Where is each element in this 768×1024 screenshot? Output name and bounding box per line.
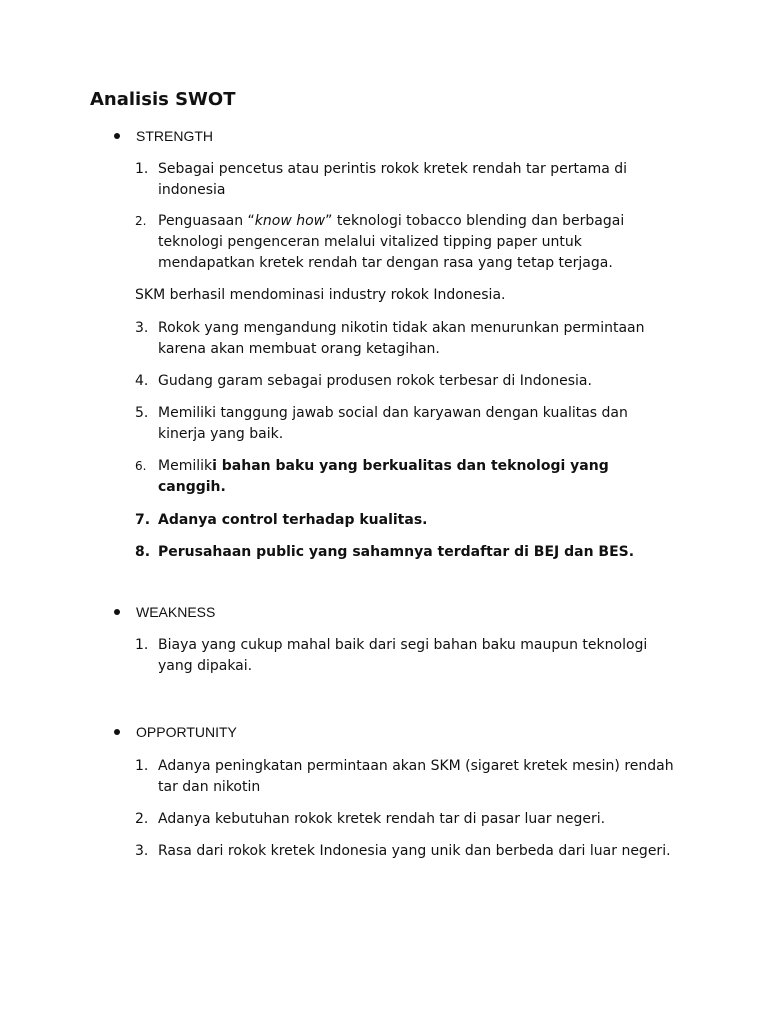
list-number: 1. [135, 161, 149, 177]
list-item [135, 403, 675, 445]
paragraph: SKM berhasil mendominasi industry rokok Indonesia. [135, 287, 506, 303]
list-text: Biaya yang cukup mahal baik dari segi bahan baku maupun teknologi yang dipakai. [158, 637, 648, 674]
list-item [135, 371, 675, 392]
list-text: Adanya kebutuhan rokok kretek rendah tar di pasar luar negeri. [158, 811, 606, 827]
section-heading-label: STRENGTH [136, 128, 213, 144]
list-number: 5. [135, 405, 149, 421]
list-item [135, 318, 675, 360]
list-item [135, 756, 675, 798]
list-number: 3. [135, 320, 149, 336]
list-item [135, 542, 675, 563]
list-item [135, 456, 675, 498]
list-text: Perusahaan public yang sahamnya terdaftar di BEJ dan BES. [158, 544, 635, 560]
list-number: 8. [135, 544, 151, 560]
bullet-icon [114, 729, 120, 735]
list-number: 1. [135, 758, 149, 774]
italic-text-segment: know how [254, 213, 326, 229]
list-text: Adanya control terhadap kualitas. [158, 512, 428, 528]
list-item [135, 809, 675, 830]
list-text: Rokok yang mengandung nikotin tidak akan menurunkan permintaan karena akan membuat orang ketagihan. [158, 320, 645, 357]
list-number: 2. [135, 811, 149, 827]
list-item [135, 510, 675, 531]
section-heading-label: OPPORTUNITY [136, 724, 237, 740]
list-text: Gudang garam sebagai produsen rokok terbesar di Indonesia. [158, 373, 592, 389]
list-text [158, 211, 675, 274]
list-text: Rasa dari rokok kretek Indonesia yang unik dan berbeda dari luar negeri. [158, 843, 671, 859]
bullet-icon [114, 133, 120, 139]
list-number: 2. [135, 214, 147, 228]
list-text [158, 456, 675, 498]
bold-text-segment: i bahan baku yang berkualitas dan teknologi yang canggih. [158, 458, 609, 495]
text-segment: Memilik [158, 458, 213, 474]
list-number: 3. [135, 843, 149, 859]
list-item [135, 211, 675, 274]
bullet-icon [114, 609, 120, 615]
list-number: 6. [135, 459, 147, 473]
list-item [135, 635, 675, 677]
list-text: Adanya peningkatan permintaan akan SKM (sigaret kretek mesin) rendah tar dan nikotin [158, 758, 674, 795]
list-number: 7. [135, 512, 151, 528]
list-item [135, 159, 675, 201]
list-text: Sebagai pencetus atau perintis rokok kretek rendah tar pertama di indonesia [158, 161, 628, 198]
list-number: 1. [135, 637, 149, 653]
list-number: 4. [135, 373, 149, 389]
text-segment: ” teknologi tobacco blending dan berbagai teknologi pengenceran melalui vitalized tipping paper untuk mendapatkan kretek rendah tar dengan rasa yang tetap terjaga. [158, 213, 625, 271]
text-segment: Penguasaan “ [158, 213, 255, 229]
document-title: Analisis SWOT [90, 89, 236, 110]
list-text: Memiliki tanggung jawab social dan karyawan dengan kualitas dan kinerja yang baik. [158, 405, 628, 442]
section-heading-label: WEAKNESS [136, 604, 216, 620]
list-item [135, 841, 675, 862]
